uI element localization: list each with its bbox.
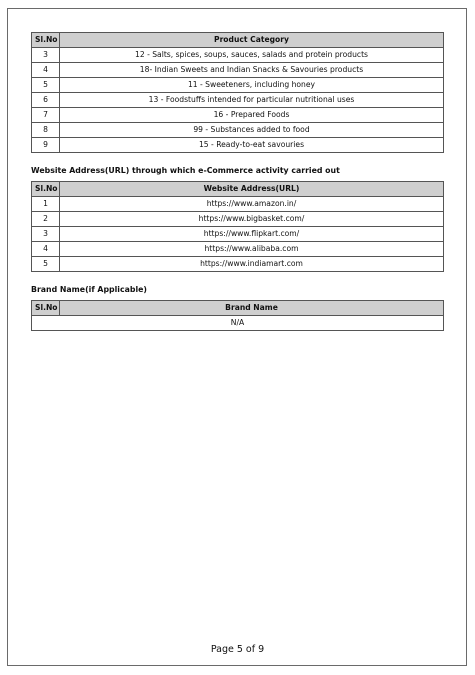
table-row [32, 211, 444, 226]
table-row [32, 226, 444, 241]
table-row [32, 48, 444, 63]
table-row [32, 78, 444, 93]
slno-cell: 3 [32, 48, 60, 63]
slno-cell: 9 [32, 138, 60, 153]
url-cell: https://www.bigbasket.com/ [60, 211, 444, 226]
category-cell: 99 - Substances added to food [60, 123, 444, 138]
url-cell: https://www.alibaba.com [60, 241, 444, 256]
website-url-table [31, 181, 444, 272]
slno-cell: 1 [32, 196, 60, 211]
website-url-header: Website Address(URL) [60, 181, 444, 196]
category-cell: 13 - Foodstuffs intended for particular nutritional uses [60, 93, 444, 108]
table-row [32, 196, 444, 211]
category-cell: 18- Indian Sweets and Indian Snacks & Savouries products [60, 63, 444, 78]
table-row [32, 93, 444, 108]
table-header-row [32, 33, 444, 48]
category-cell: 15 - Ready-to-eat savouries [60, 138, 444, 153]
brand-name-value: N/A [32, 315, 444, 330]
url-cell: https://www.indiamart.com [60, 256, 444, 271]
category-cell: 12 - Salts, spices, soups, sauces, salads and protein products [60, 48, 444, 63]
product-category-header: Product Category [60, 33, 444, 48]
table-row [32, 123, 444, 138]
category-cell: 16 - Prepared Foods [60, 108, 444, 123]
url-cell: https://www.amazon.in/ [60, 196, 444, 211]
slno-cell: 8 [32, 123, 60, 138]
slno-cell: 4 [32, 63, 60, 78]
brand-name-table [31, 300, 444, 331]
table-header-row [32, 300, 444, 315]
url-cell: https://www.flipkart.com/ [60, 226, 444, 241]
slno-cell: 2 [32, 211, 60, 226]
slno-header: Sl.No [32, 33, 60, 48]
product-category-table [31, 32, 444, 153]
table-row [32, 63, 444, 78]
slno-cell: 7 [32, 108, 60, 123]
brand-name-header: Brand Name [60, 300, 444, 315]
slno-cell: 5 [32, 78, 60, 93]
slno-cell: 6 [32, 93, 60, 108]
table-row [32, 315, 444, 330]
slno-header: Sl.No [32, 181, 60, 196]
table-row [32, 108, 444, 123]
website-section-heading: Website Address(URL) through which e-Commerce activity carried out [31, 166, 340, 175]
category-cell: 11 - Sweeteners, including honey [60, 78, 444, 93]
table-row [32, 138, 444, 153]
page-number: Page 5 of 9 [210, 644, 265, 655]
table-row [32, 256, 444, 271]
table-row [32, 241, 444, 256]
table-header-row [32, 181, 444, 196]
brand-section-heading: Brand Name(if Applicable) [31, 284, 147, 294]
slno-cell: 3 [32, 226, 60, 241]
slno-cell: 5 [32, 256, 60, 271]
slno-cell: 4 [32, 241, 60, 256]
slno-header: Sl.No [32, 300, 60, 315]
document-content [31, 32, 444, 331]
